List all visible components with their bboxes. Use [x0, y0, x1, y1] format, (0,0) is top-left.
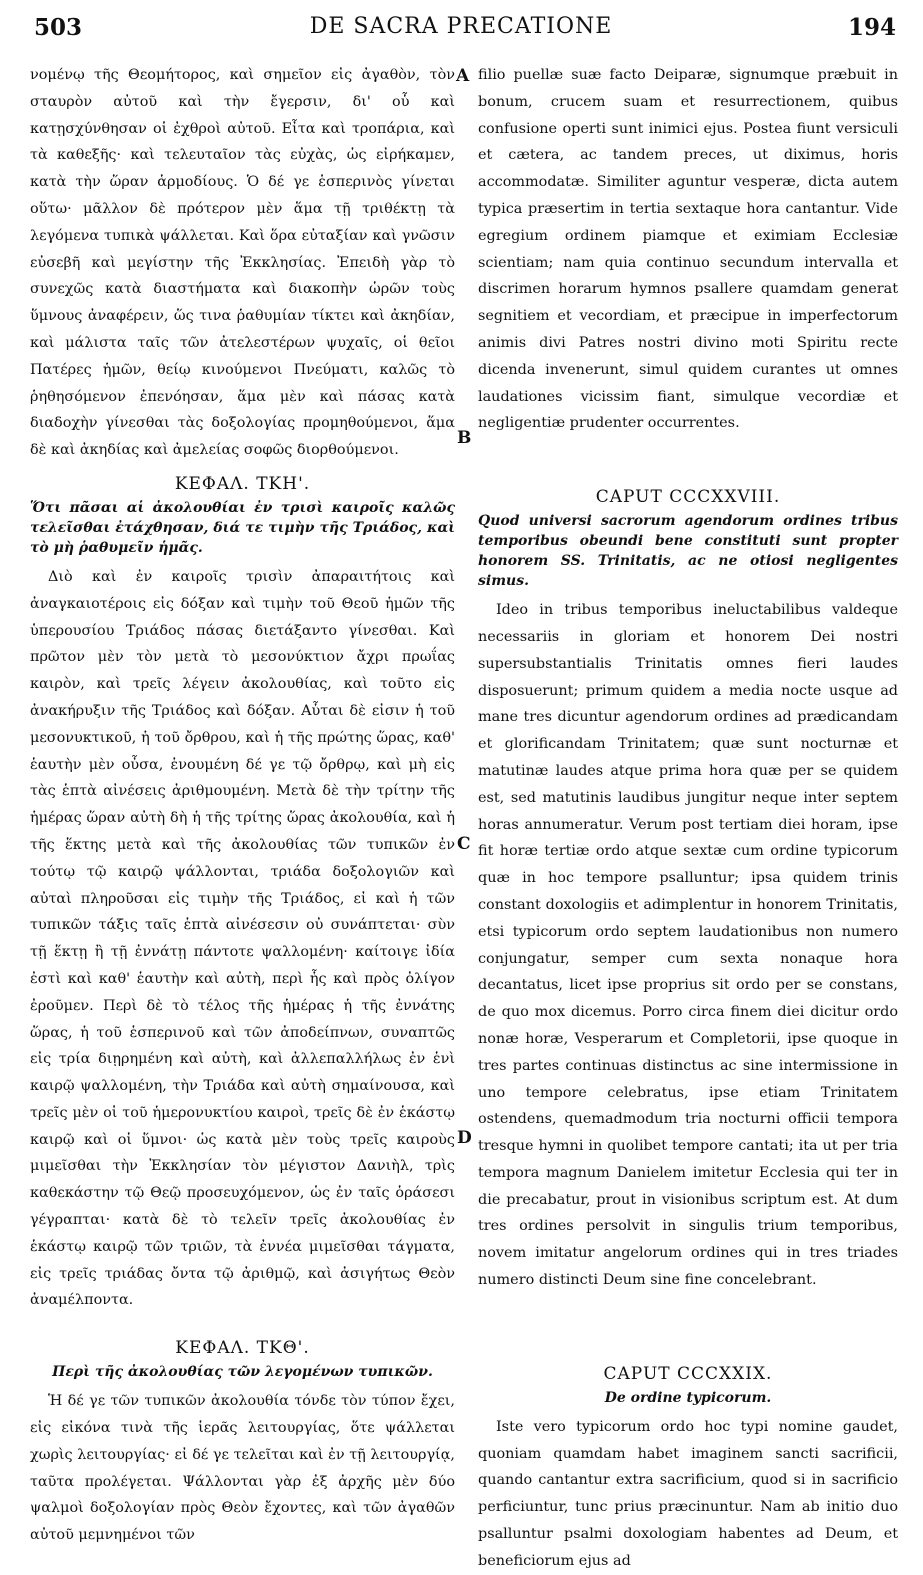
greek-column: [30, 62, 455, 1549]
greek-chapter-329-heading: ΚΕΦΑΛ. ΤΚΘ'.: [175, 1338, 310, 1359]
running-title: DE SACRA PRECATIONE: [309, 14, 613, 39]
latin-chapter-329-subtitle: De ordine typicorum.: [604, 1389, 772, 1406]
page-number-left: 503: [34, 14, 83, 41]
greek-chapter-329-subtitle: Περὶ τῆς ἀκολουθίας τῶν λεγομένων τυπικῶν.: [52, 1364, 433, 1381]
page-header: [26, 8, 896, 48]
greek-paragraph-2: Διὸ καὶ ἐν καιροῖς τρισὶν ἀπαραιτήτοις καὶ ἀναγκαιοτέροις εἰς δόξαν καὶ τιμὴν τοῦ Θεοῦ ἡμῶν τῆς ὑπερουσίου Τριάδος πάσας διετάξαντο γίνεσθαι. Καὶ πρῶτον μὲν τὸν μετὰ τὸ μεσονύκτιον ἄχρι πρωΐας καιρὸν, καὶ τρεῖς λέγειν ἀκολουθίας, καὶ τοῦτο εἰς ἀνακήρυξιν τῆς Τριάδος καὶ δόξαν. Αὗται δὲ εἰσιν ἡ τοῦ μεσονυκτικοῦ, ἡ τοῦ ὄρθρου, καὶ ἡ τῆς πρώτης ὥρας, καθ' ἑαυτὴν μὲν οὖσα, ἑνουμένη δέ γε τῷ ὄρθρῳ, καὶ μὴ εἰς τὰς ἑπτὰ αἰνέσεις ἀριθμουμένη. Μετὰ δὲ τὴν τρίτην τῆς ἡμέρας ὥραν αὐτὴ δὴ ἡ τῆς τρίτης ὥρας ἀκολουθία, καὶ ἡ τῆς ἕκτης μετὰ καὶ τῆς ἀκολουθίας τῶν τυπικῶν ἐν τούτῳ τῷ καιρῷ ψάλλονται, τριάδα δοξολογιῶν καὶ αὐταὶ πληροῦσαι εἰς τιμὴν τῆς Τριάδος, εἰ καὶ ἡ τῶν τυπικῶν τάξις ταῖς ἑπτὰ αἰνέσεσιν οὐ συνάπτεται· σὺν τῇ ἕκτῃ ἢ τῇ ἐννάτῃ πάντοτε ψαλλομένη· καίτοιγε ἰδία ἐστὶ καὶ καθ' ἑαυτὴν καὶ αὐτὴ, περὶ ἧς καὶ πρὸς ὀλίγον ἐροῦμεν. Περὶ δὲ τὸ τέλος τῆς ἡμέρας ἡ τῆς ἐννάτης ὥρας, ἡ τοῦ ἑσπερινοῦ καὶ τῶν ἀποδείπνων, συναπτῶς εἰς τρία διῃρημένη καὶ αὐτὴ, καὶ ἀλλεπαλλήλως ἐν ἑνὶ καιρῷ ψαλλομένη, τὴν Τριάδα καὶ αὐτὴ σημαίνουσα, καὶ τρεῖς μὲν οἱ τοῦ ἡμερονυκτίου καιροὶ, τρεῖς δὲ ἐν ἑκάστῳ καιρῷ καὶ οἱ ὕμνοι· ὡς κατὰ μὲν τοὺς τρεῖς καιροὺς μιμεῖσθαι τὴν Ἐκκλησίαν τὸν μέγιστον Δανιὴλ, τρὶς καθεκάστην τῷ Θεῷ προσευχόμενον, ὡς ἐν ταῖς ὁράσεσι γέγραπται· κατὰ δὲ τὸ τελεῖν τρεῖς ἀκολουθίας ἐν ἑκάστῳ καιρῷ τῶν τριῶν, τὰ ἐννέα μιμεῖσθαι τάγματα, εἰς τρεῖς τριάδας ὄντα τῷ ἀριθμῷ, καὶ ἀσιγήτως Θεὸν ἀναμέλποντα.: [30, 568, 455, 1309]
latin-chapter-329-heading: CAPUT CCCXXIX.: [603, 1363, 773, 1384]
greek-chapter-328-subtitle: Ὅτι πᾶσαι αἱ ἀκολουθίαι ἐν τρισὶ καιροῖς καλῶς τελεῖσθαι ἐτάχθησαν, διά τε τιμὴν τῆς Τριάδος, καὶ τὸ μὴ ῥαθυμεῖν ἡμᾶς.: [30, 499, 455, 556]
latin-paragraph-2: Ideo in tribus temporibus ineluctabilibus valdeque necessariis in gloriam et honorem Dei nostri supersubstantialis Trinitatis omnes fieri laudes disposuerunt; primum quidem a media nocte usque ad mane tres dicuntur agendorum ordines ad prædicandam et glorificandam Trinitatem; quæ sunt nocturnæ et matutinæ laudes atque prima hora quæ per se quidem est, sed matutinis laudibus jungitur neque inter septem horas annumeratur. Verum post tertiam diei horam, ipse fit horæ tertiæ ordo atque sextæ cum ordine typicorum quæ in hoc tempore psalluntur; ipsa quidem trinis constant doxologiis et adimplentur in honorem Trinitatis, etsi typicorum ordo septem laudationibus non numero conjungatur, semper cum sexta nonaque hora decantatus, licet ipse proprius sit ordo per se constans, de quo mox dicemus. Porro circa finem diei dicitur ordo nonæ horæ, Vesperarum et Completorii, ipse quoque in tres partes continuas distinctus ac sine intermissione in uno tempore celebratus, ipse etiam Trinitatem ostendens, quemadmodum tria nocturni officii tempora tresque hymni in quolibet tempore cantati; ita ut per tria tempora magnum Danielem imitetur Ecclesia qui ter in die precabatur, prout in visionibus scriptum est. At dum tres ordines persolvit in singulis trium temporibus, novem imitatur angelorum ordines qui in tres triades numero distincti Deum sine fine concelebrant.: [478, 602, 898, 1289]
margin-letter-d: D: [457, 1128, 472, 1148]
margin-letter-a: A: [456, 66, 470, 86]
latin-chapter-328-heading: CAPUT CCCXXVIII.: [595, 487, 781, 508]
page-number-right: 194: [847, 14, 896, 41]
latin-paragraph-1: filio puellæ suæ facto Deiparæ, signumque præbuit in bonum, crucem suam et resurrectionem, quibus confusione operti sunt inimici ejus. Postea fiunt versiculi et cætera, ac tandem preces, ut diximus, horis accommodatæ. Similiter aguntur vesperæ, dicta autem typica præsertim in tertia sextaque hora cantantur. Vide egregium ordinem piamque et eximiam Ecclesiæ scientiam; nam quia continuo secundum intervalla et discrimen horarum hymnos psallere quamdam generat segnitiem et vecordiam, et præcipue in imperfectorum animis divi Patres nostri divino moti Spiritu recte dicenda invenerunt, simul quidem curantes ut omnes laudationes vicissim fiant, simulque vecordiæ et negligentiæ prudenter occurrentes.: [478, 67, 898, 432]
margin-letter-c: C: [457, 834, 471, 854]
latin-paragraph-3: Iste vero typicorum ordo hoc typi nomine gaudet, quoniam quamdam habet imaginem sancti sacrificii, quando cantantur extra sacrificium, quod si in sacrificio perficiuntur, tunc prius præcinuntur. Nam ab initio duo psalluntur psalmi doxologiam habentes ad Deum, et beneficiorum ejus ad: [478, 1418, 898, 1569]
latin-chapter-328-subtitle: Quod universi sacrorum agendorum ordines tribus temporibus obeundi bene constituti sunt propter honorem SS. Trinitatis, ac ne otiosi negligentes simus.: [478, 513, 898, 590]
latin-column: [478, 62, 898, 1575]
margin-letter-b: B: [457, 428, 472, 448]
greek-paragraph-3: Ἡ δέ γε τῶν τυπικῶν ἀκολουθία τόνδε τὸν τύπον ἔχει, εἰς εἰκόνα τινὰ τῆς ἱερᾶς λειτουργίας, ὅτε ψάλλεται χωρὶς λειτουργίας· εἰ δέ γε τελεῖται καὶ ἐν τῇ λειτουργίᾳ, ταῦτα προλέγεται. Ψάλλονται γὰρ ἐξ ἀρχῆς μὲν δύο ψαλμοὶ δοξολογίαν πρὸς Θεὸν ἔχοντες, καὶ τῶν ἀγαθῶν αὐτοῦ μεμνημένοι τῶν: [30, 1393, 455, 1544]
greek-paragraph-1: νομένῳ τῆς Θεομήτορος, καὶ σημεῖον εἰς ἀγαθὸν, τὸν σταυρὸν αὐτοῦ καὶ τὴν ἔγερσιν, δι' οὗ καὶ κατῃσχύνθησαν οἱ ἐχθροὶ αὐτοῦ. Εἶτα καὶ τροπάρια, καὶ τὰ καθεξῆς· καὶ τελευταῖον τὰς εὐχὰς, ὡς εἰρήκαμεν, κατὰ τὴν ὥραν ἁρμοδίους. Ὁ δέ γε ἑσπερινὸς γίνεται οὕτω· μᾶλλον δὲ πρότερον μὲν ἅμα τῇ τριθέκτῃ τὰ λεγόμενα τυπικὰ ψάλλεται. Καὶ ὅρα εὐταξίαν καὶ γνῶσιν εὐσεβῆ καὶ μεγίστην τῆς Ἐκκλησίας. Ἐπειδὴ γὰρ τὸ συνεχῶς κατὰ διαστήματα καὶ διακοπὴν ὡρῶν τοὺς ὕμνους ἀναφέρειν, ὥς τινα ῥαθυμίαν τίκτει καὶ ἀκηδίαν, καὶ μάλιστα ταῖς τῶν ἀτελεστέρων ψυχαῖς, οἱ θεῖοι Πατέρες ἡμῶν, θείῳ κινούμενοι Πνεύματι, καλῶς τὸ ῥηθησόμενον ἐπενόησαν, ἅμα μὲν καὶ πάσας κατὰ διαδοχὴν γίνεσθαι τὰς δοξολογίας προμηθούμενοι, ἅμα δὲ καὶ ἀκηδίας καὶ ἀμελείας σοφῶς διορθούμενοι.: [30, 67, 455, 459]
greek-chapter-328-heading: ΚΕΦΑΛ. ΤΚΗ'.: [174, 473, 311, 494]
